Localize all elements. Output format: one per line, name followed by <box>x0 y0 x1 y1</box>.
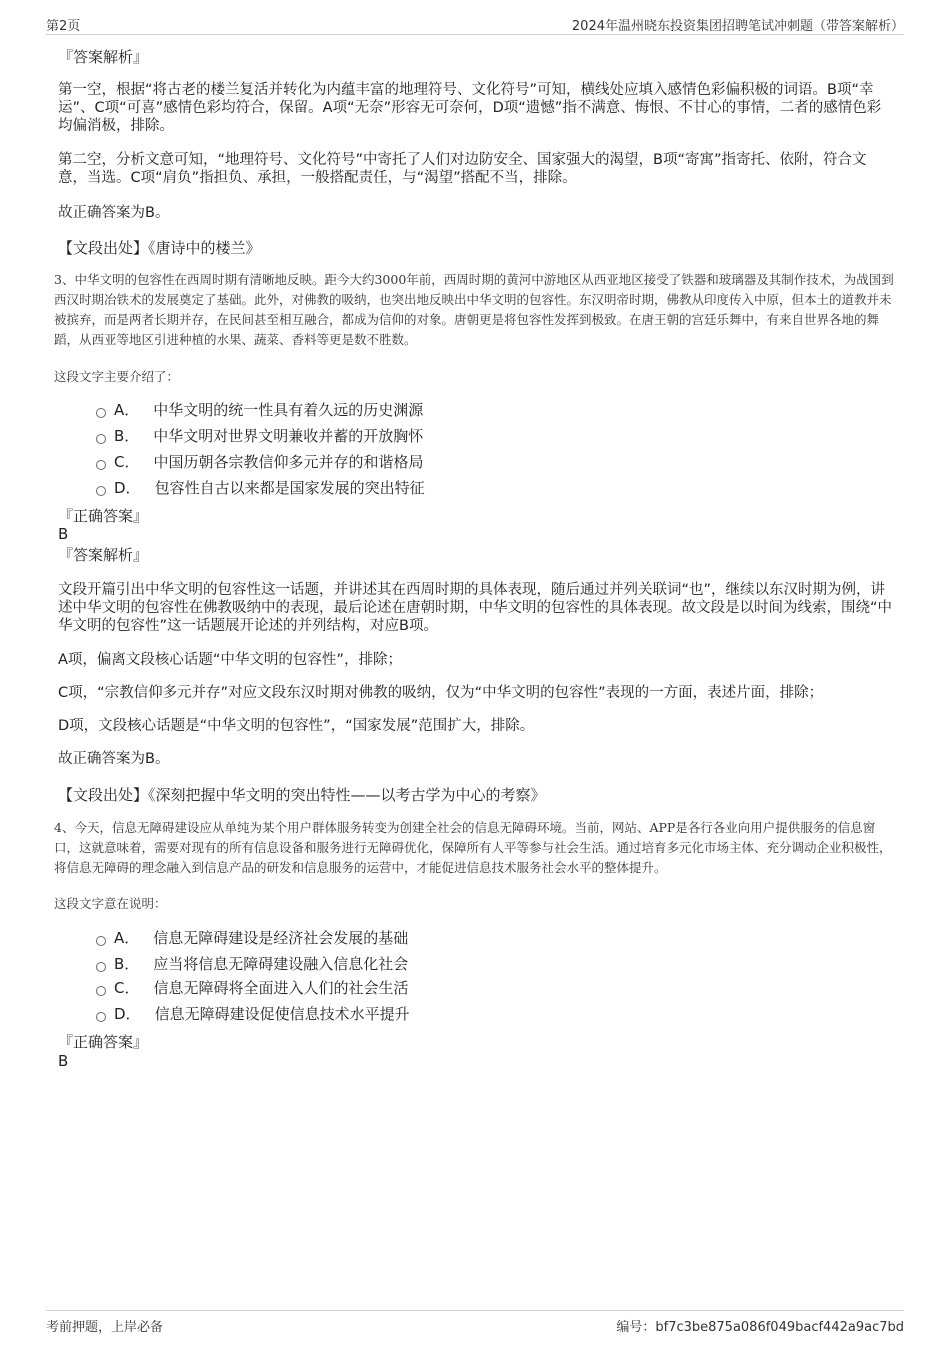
q4-option-b[interactable]: B． 应当将信息无障碍建设融入信息化社会 <box>96 954 408 974</box>
q3-option-d[interactable]: D． 包容性自古以来都是国家发展的突出特征 <box>96 478 425 498</box>
q3-source: 【文段出处】《深刻把握中华文明的突出特性——以考古学为中心的考察》 <box>58 786 546 804</box>
q4-question-text: 4、今天，信息无障碍建设应从单纯为某个用户群体服务转变为创建全社会的信息无障碍环境。当前，网站、APP是各行各业向用户提供服务的信息窗口，这就意味着，需要对现有的所有信息设备和服务进行无障碍优化，保障所有人平等参与社会生活。通过培育多元化市场主体、充分调动企业积极性，将信息无障碍的理念融入到信息产品的研发和信息服务的运营中，才能促进信息技术服务社会水平的整体提升。 <box>54 820 892 875</box>
correct-answer-label: 『正确答案』 <box>58 507 149 525</box>
q4-option-a[interactable]: A． 信息无障碍建设是经济社会发展的基础 <box>96 928 408 948</box>
q3-answer: B <box>58 525 69 543</box>
footer-slogan: 考前押题，上岸必备 <box>46 1320 164 1335</box>
q3-analysis-a: A项，偏离文段核心话题“中华文明的包容性”，排除； <box>58 652 402 668</box>
q4-option-d[interactable]: D． 信息无障碍建设促使信息技术水平提升 <box>96 1004 410 1024</box>
q3-question-text: 3、中华文明的包容性在西周时期有清晰地反映。距今大约3000年前，西周时期的黄河中游地区从西亚地区接受了铁器和玻璃器及其制作技术，为战国到西汉时期冶铁术的发展奠定了基础。此外，对佛教的吸纳，也突出地反映出中华文明的包容性。东汉明帝时期，佛教从印度传入中原，但本土的道教并未被摈弃，而是两者长期并存，在民间甚至相互融合，都成为信仰的对象。唐朝更是将包容性发挥到极致。在唐王朝的宫廷乐舞中，有来自世界各地的舞蹈，从西亚等地区引进种植的水果、蔬菜、香料等更是数不胜数。 <box>54 272 894 347</box>
radio-icon[interactable] <box>96 936 106 946</box>
q3-analysis-c: C项，“宗教信仰多元并存”对应文段东汉时期对佛教的吸纳，仅为“中华文明的包容性”表现的一方面，表述片面，排除； <box>58 685 824 701</box>
radio-icon[interactable] <box>96 408 106 418</box>
q4-answer: B <box>58 1052 69 1070</box>
page-number: 第2页 <box>46 19 81 34</box>
q4-option-c[interactable]: C． 信息无障碍将全面进入人们的社会生活 <box>96 978 409 998</box>
radio-icon[interactable] <box>96 460 106 470</box>
radio-icon[interactable] <box>96 1012 106 1022</box>
document-id: 编号：bf7c3be875a086f049bacf442a9ac7bd <box>616 1320 904 1335</box>
radio-icon[interactable] <box>96 962 106 972</box>
page-header <box>46 14 904 35</box>
q2-conclusion: 故正确答案为B。 <box>58 205 170 221</box>
q3-analysis-paragraph-1: 文段开篇引出中华文明的包容性这一话题，并讲述其在西周时期的具体表现，随后通过并列关联词“也”，继续以东汉时期为例，讲述中华文明的包容性在佛教吸纳中的表现，最后论述在唐朝时期，中华文明的包容性的具体表现。故文段是以时间为线索，围绕“中华文明的包容性”这一话题展开论述的并列结构，对应B项。 <box>58 582 893 634</box>
analysis-label: 『答案解析』 <box>58 48 149 66</box>
radio-icon[interactable] <box>96 486 106 496</box>
q3-conclusion: 故正确答案为B。 <box>58 751 170 767</box>
q3-option-b[interactable]: B． 中华文明对世界文明兼收并蓄的开放胸怀 <box>96 426 423 446</box>
page-footer <box>46 1310 904 1335</box>
q3-ask: 这段文字主要介绍了： <box>54 369 180 384</box>
q3-option-a[interactable]: A． 中华文明的统一性具有着久远的历史渊源 <box>96 400 423 420</box>
q3-option-c[interactable]: C． 中国历朝各宗教信仰多元并存的和谐格局 <box>96 452 424 472</box>
radio-icon[interactable] <box>96 434 106 444</box>
q4-ask: 这段文字意在说明： <box>54 896 167 911</box>
analysis-label: 『答案解析』 <box>58 546 149 564</box>
q2-analysis-paragraph-2: 第二空，分析文意可知，“地理符号、文化符号”中寄托了人们对边防安全、国家强大的渴望，B项“寄寓”指寄托、依附，符合文意，当选。C项“肩负”指担负、承担，一般搭配责任，与“渴望”搭配不当，排除。 <box>58 152 867 186</box>
correct-answer-label: 『正确答案』 <box>58 1033 149 1051</box>
document-title: 2024年温州晓东投资集团招聘笔试冲刺题（带答案解析） <box>571 19 904 34</box>
q2-analysis-paragraph-1: 第一空，根据“将古老的楼兰复活并转化为内蕴丰富的地理符号、文化符号”可知，横线处应填入感情色彩偏积极的词语。B项“幸运”、C项“可喜”感情色彩均符合，保留。A项“无奈”形容无可奈何，D项“遗憾”指不满意、悔恨、不甘心的事情，二者的感情色彩均偏消极，排除。 <box>58 82 882 134</box>
radio-icon[interactable] <box>96 986 106 996</box>
q3-analysis-d: D项，文段核心话题是“中华文明的包容性”，“国家发展”范围扩大，排除。 <box>58 718 535 734</box>
q2-source: 【文段出处】《唐诗中的楼兰》 <box>58 239 261 257</box>
